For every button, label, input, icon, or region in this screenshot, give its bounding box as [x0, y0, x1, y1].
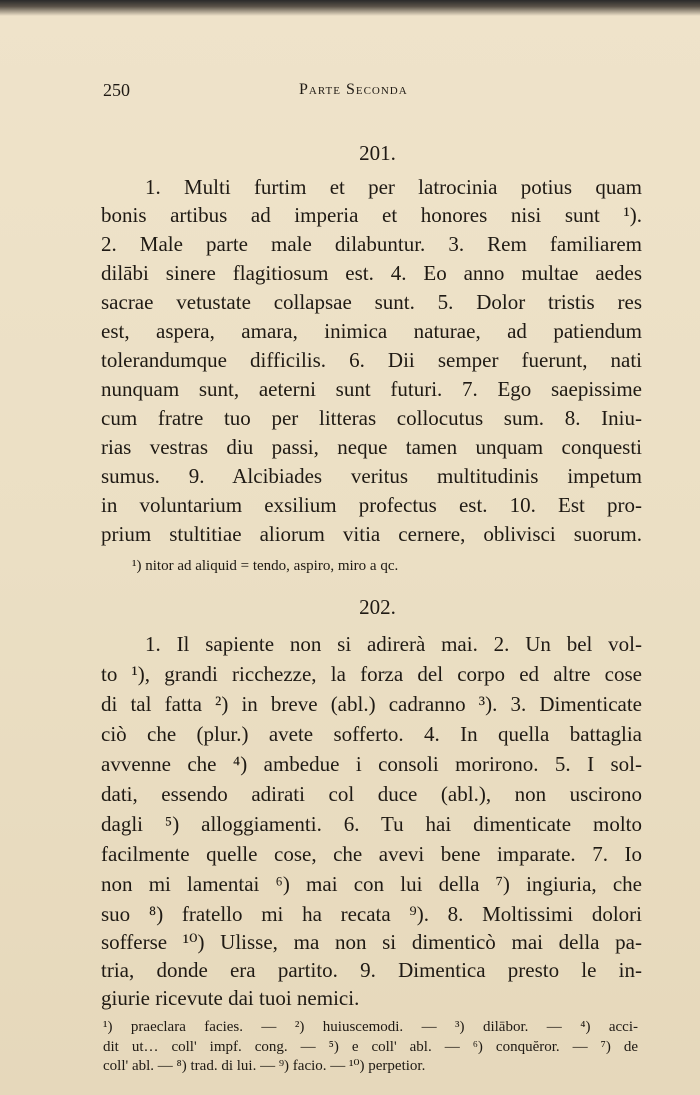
- section-202-line: tria, donde era partito. 9. Dimentica presto le in-: [101, 958, 642, 982]
- section-202-line: to ¹), grandi ricchezze, la forza del corpo ed altre cose: [101, 662, 642, 686]
- section-202-line: dagli ⁵) alloggiamenti. 6. Tu hai dimenticate molto: [101, 812, 642, 836]
- section-202-line: non mi lamentai ⁶) mai con lui della ⁷) ingiuria, che: [101, 872, 642, 896]
- section-201-number: 201.: [359, 141, 396, 165]
- section-201-line: cum fratre tuo per litteras collocutus sum. 8. Iniu-: [101, 406, 642, 430]
- section-201-line: 2. Male parte male dilabuntur. 3. Rem familiarem: [101, 232, 642, 256]
- section-201-line: prium stultitiae aliorum vitia cernere, oblivisci suorum.: [101, 522, 642, 546]
- section-202-line: sofferse ¹⁰) Ulisse, ma non si dimenticò mai della pa-: [101, 930, 642, 954]
- page-edge-shadow: [0, 0, 700, 16]
- section-202-footnote: ¹) praeclara facies. — ²) huiuscemodi. — ³) dilābor. — ⁴) acci-: [103, 1019, 638, 1035]
- section-201-line: tolerandumque difficilis. 6. Dii semper fuerunt, nati: [101, 348, 642, 372]
- page-number: 250: [103, 80, 130, 100]
- section-202-line: ciò che (plur.) avete sofferto. 4. In quella battaglia: [101, 722, 642, 746]
- section-201-line: rias vestras diu passi, neque tamen unquam conquesti: [101, 435, 642, 459]
- section-202-line: dati, essendo adirati col duce (abl.), non uscirono: [101, 782, 642, 806]
- section-201-line: sumus. 9. Alcibiades veritus multitudinis impetum: [101, 464, 642, 488]
- section-201-line: 1. Multi furtim et per latrocinia potius quam: [145, 175, 642, 199]
- section-201-line: in voluntarium exsilium profectus est. 10. Est pro-: [101, 493, 642, 517]
- section-201-line: est, aspera, amara, inimica naturae, ad patiendum: [101, 319, 642, 343]
- section-201-line: bonis artibus ad imperia et honores nisi sunt ¹).: [101, 203, 642, 227]
- running-title: Parte Seconda: [299, 81, 408, 98]
- section-201-line: nunquam sunt, aeterni sunt futuri. 7. Ego saepissime: [101, 377, 642, 401]
- section-202-line: giurie ricevute dai tuoi nemici.: [101, 986, 360, 1010]
- section-202-line: facilmente quelle cose, che avevi bene imparate. 7. Io: [101, 842, 642, 866]
- section-201-footnote: ¹) nitor ad aliquid = tendo, aspiro, miro a qc.: [132, 558, 399, 574]
- section-202-footnote: dit ut… coll' impf. cong. — ⁵) e coll' abl. — ⁶) conquĕror. — ⁷) de: [103, 1039, 638, 1055]
- section-202-number: 202.: [359, 595, 396, 619]
- section-202-line: 1. Il sapiente non si adirerà mai. 2. Un bel vol-: [145, 632, 642, 656]
- page-header: [103, 80, 640, 104]
- section-202-line: avvenne che ⁴) ambedue i consoli morirono. 5. I sol-: [101, 752, 642, 776]
- section-201-line: sacrae vetustate collapsae sunt. 5. Dolor tristis res: [101, 290, 642, 314]
- section-202-line: di tal fatta ²) in breve (abl.) cadranno ³). 3. Dimenticate: [101, 692, 642, 716]
- section-201-line: dilābi sinere flagitiosum est. 4. Eo anno multae aedes: [101, 261, 642, 285]
- section-202-footnote: coll' abl. — ⁸) trad. di lui. — ⁹) facio. — ¹⁰) perpetior.: [103, 1058, 426, 1074]
- section-202-line: suo ⁸) fratello mi ha recata ⁹). 8. Moltissimi dolori: [101, 902, 642, 926]
